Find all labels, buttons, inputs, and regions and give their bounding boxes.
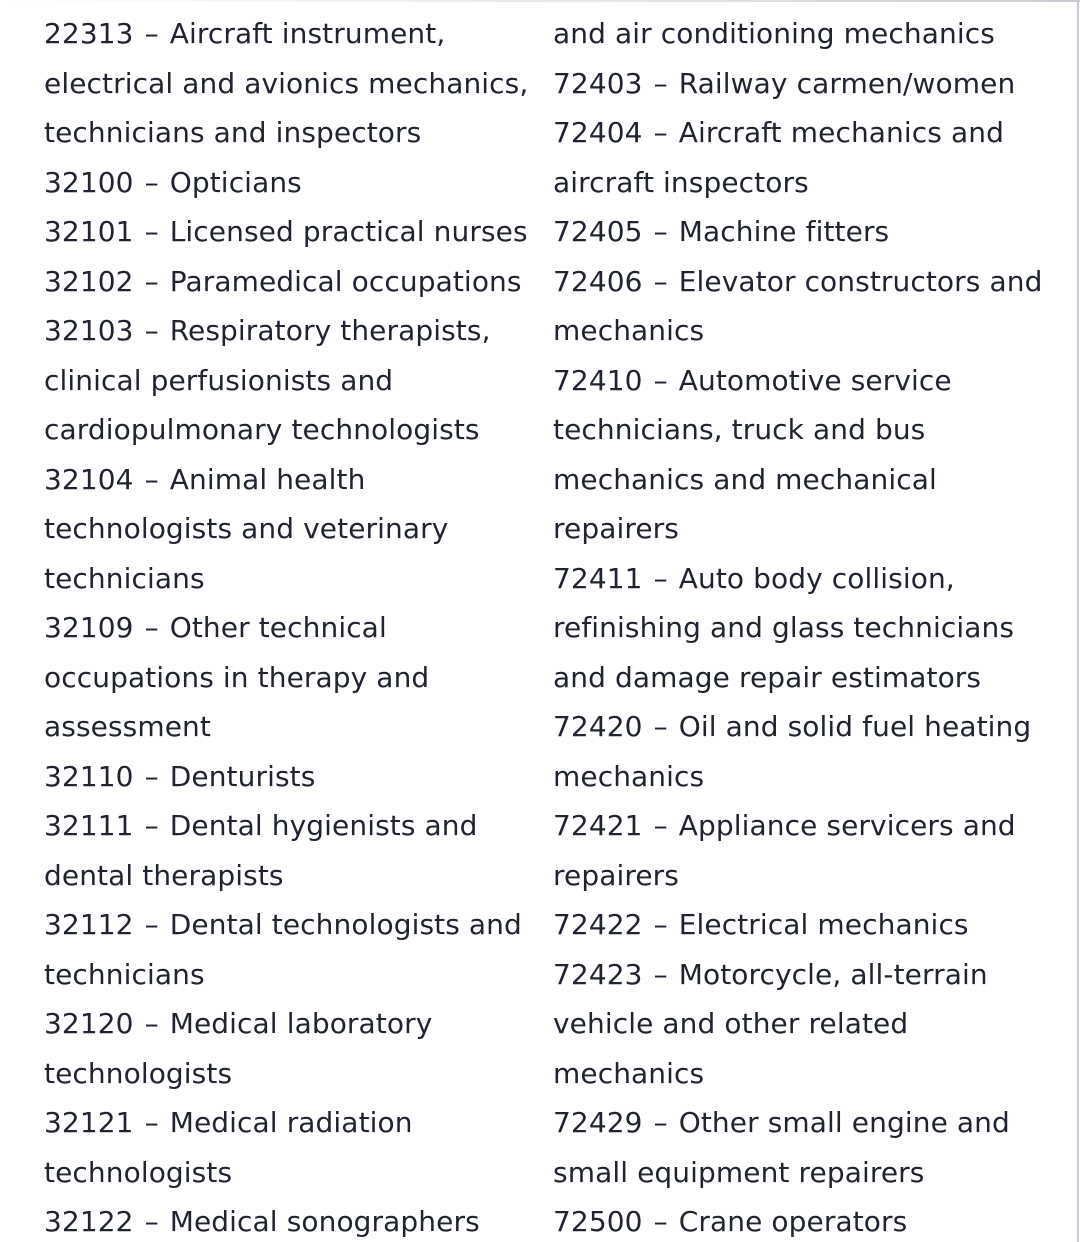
- occupation-entry: 22313 – Aircraft instrument, electrical and avionics mechanics, technicians and inspectors: [44, 17, 529, 149]
- continued-entry-text: and air conditioning mechanics: [553, 17, 995, 50]
- occupation-entry: 32121 – Medical radiation technologists: [44, 1106, 413, 1189]
- occupation-entry: 72406 – Elevator constructors and mechanics: [553, 264, 1043, 347]
- occupation-entry: 32112 – Dental technologists and technicians: [44, 908, 522, 991]
- occupation-entry: 72421 – Appliance servicers and repairers: [553, 809, 1016, 892]
- occupation-entry: 72429 – Other small engine and small equipment repairers: [553, 1106, 1010, 1189]
- occupation-entry: 72403 – Railway carmen/women: [553, 66, 1016, 100]
- occupation-entry: 72404 – Aircraft mechanics and aircraft inspectors: [553, 116, 1004, 199]
- occupation-entry: 32103 – Respiratory therapists, clinical perfusionists and cardiopulmonary technologists: [44, 314, 491, 446]
- right-occupation-column: [553, 9, 1058, 1242]
- occupation-entry: 72423 – Motorcycle, all-terrain vehicle and other related mechanics: [553, 957, 988, 1090]
- occupation-entry: 72500 – Crane operators: [553, 1205, 908, 1238]
- occupation-entry: 32102 – Paramedical occupations: [44, 264, 522, 298]
- occupation-entry: 72405 – Machine fitters: [553, 215, 890, 248]
- occupation-entry: 72422 – Electrical mechanics: [553, 908, 969, 941]
- right-border-line: [1077, 0, 1079, 1242]
- occupation-entry: 72411 – Auto body collision, refinishing and glass technicians and damage repair estimators: [553, 561, 1015, 694]
- occupation-entry: 32104 – Animal health technologists and veterinary technicians: [44, 462, 449, 595]
- occupation-entry: 72410 – Automotive service technicians, truck and bus mechanics and mechanical repairers: [553, 363, 952, 545]
- occupation-entry: 32120 – Medical laboratory technologists: [44, 1007, 433, 1090]
- occupation-entry: 32122 – Medical sonographers: [44, 1205, 480, 1238]
- top-border-line: [0, 0, 1080, 2]
- occupation-entry: 32111 – Dental hygienists and dental therapists: [44, 809, 478, 892]
- occupation-entry: 32101 – Licensed practical nurses: [44, 215, 528, 248]
- left-occupation-column: [44, 9, 534, 1242]
- occupation-entry: 32109 – Other technical occupations in therapy and assessment: [44, 611, 430, 743]
- occupation-entry: 72420 – Oil and solid fuel heating mechanics: [553, 710, 1032, 793]
- occupation-entry: 32100 – Opticians: [44, 165, 302, 199]
- occupation-entry: 32110 – Denturists: [44, 759, 316, 793]
